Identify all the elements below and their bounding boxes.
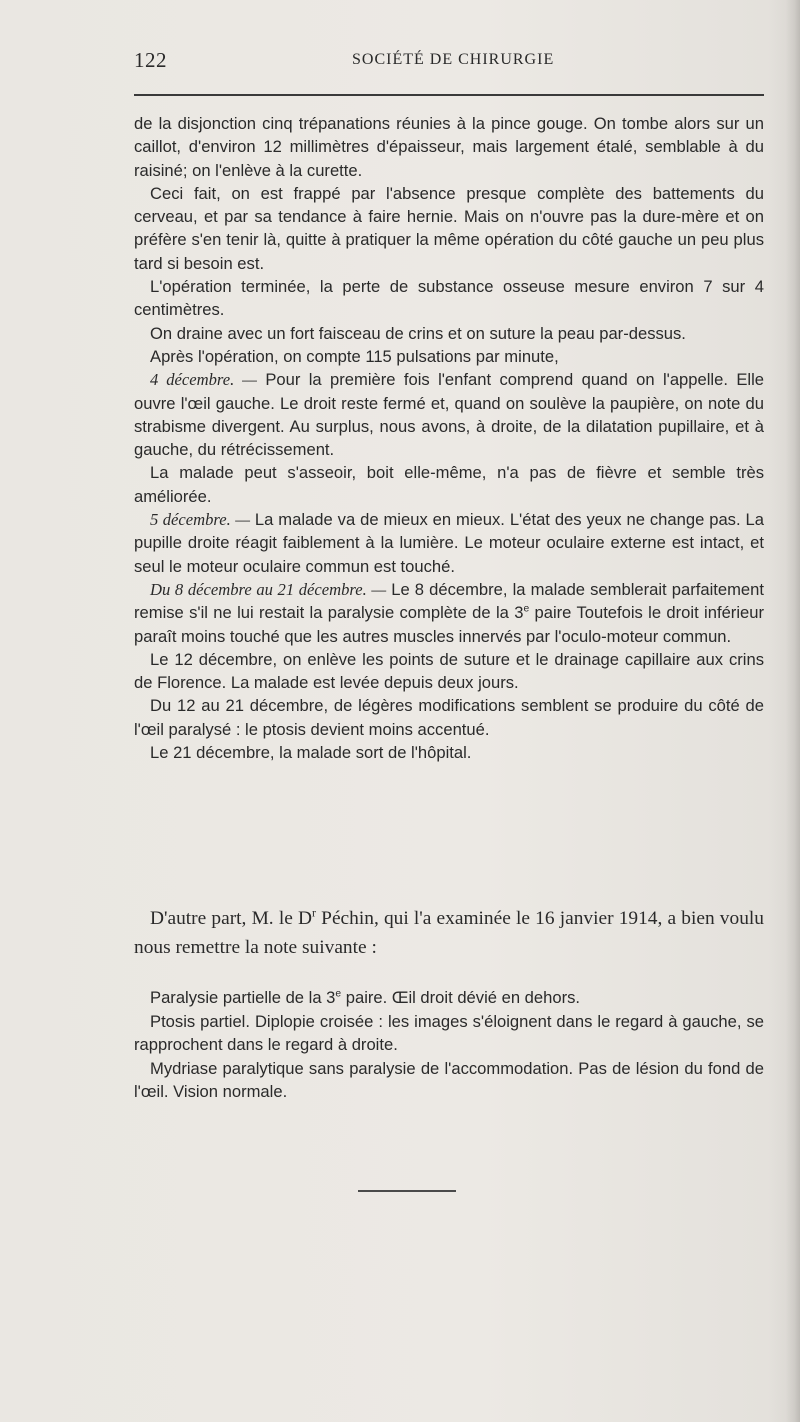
paragraph: de la disjonction cinq trépanations réunies à la pince gouge. On tombe alors sur un caillot, d'environ 12 millimètres d'épaisseur, mais largement étalé, semblable à du raisiné; on l'enlève à la curette. — [134, 114, 764, 180]
page-edge-shadow — [786, 0, 800, 1422]
lead-text: D'autre part, M. le D — [150, 908, 312, 929]
paragraph-text: Le 8 décembre, la malade semblerait parfaitement remise s'il ne lui restait la paralysie complète de la — [134, 579, 764, 623]
note-text: paire. Œil droit dévié en dehors. — [341, 988, 581, 1007]
ordinal: 3 — [514, 603, 524, 623]
paragraph — [134, 368, 764, 461]
note-sup: e — [335, 988, 342, 1000]
running-head: SOCIÉTÉ DE CHIRURGIE — [352, 51, 555, 68]
main-text — [134, 112, 764, 764]
ordinal-suffix: e — [523, 603, 530, 615]
paragraph-text: La malade va de mieux en mieux. L'état des yeux ne change pas. La pupille droite réagit faiblement à la lumière. Le moteur oculaire externe est intact, et seul le moteur oculaire commun est touché. — [134, 510, 764, 576]
note-text: Paralysie partielle de la 3 — [150, 988, 336, 1007]
doctor-note — [134, 986, 764, 1104]
paragraph: On draine avec un fort faisceau de crins et on suture la peau par-dessus. — [150, 323, 686, 343]
note-paragraph: Mydriase paralytique sans paralysie de l'accommodation. Pas de lésion du fond de l'œil. Vision normale. — [134, 1058, 764, 1102]
paragraph — [134, 578, 764, 648]
page-header — [134, 48, 764, 78]
paragraph: Ceci fait, on est frappé par l'absence presque complète des battements du cerveau, et par sa tendance à faire hernie. Mais on n'ouvre pas la dure-mère et on préfère s'en tenir là, quitte à pratiquer la même opération du côté gauche un peu plus tard si besoin est. — [134, 183, 764, 273]
paragraph: Du 12 au 21 décembre, de légères modifications semblent se produire du côté de l'œil paralysé : le ptosis devient moins accentué. — [134, 696, 764, 739]
paragraph — [134, 508, 764, 578]
header-rule — [134, 94, 764, 96]
note-paragraph — [134, 986, 764, 1010]
paragraph: Le 21 décembre, la malade sort de l'hôpital. — [150, 743, 472, 763]
lead-text: Péchin, qui l'a examinée le 16 janvier 1914, a bien voulu nous remettre la note suivante : — [134, 908, 764, 958]
date-label: Du 8 décembre au 21 décembre. — — [150, 579, 387, 599]
paragraph-text: Pour la première fois l'enfant comprend quand on l'appelle. Elle ouvre l'œil gauche. Le droit reste fermé et, quand on soulève la paupière, on note du strabisme divergent. Au surplus, nous avons, à droite, de la dilatation pupillaire, et à gauche, du rétrécissement. — [134, 370, 764, 460]
date-label: 4 décembre. — — [150, 370, 257, 390]
note-paragraph: Ptosis partiel. Diplopie croisée : les images s'éloignent dans le regard à gauche, se rapprochent dans le regard à droite. — [134, 1011, 764, 1055]
paragraph: La malade peut s'asseoir, boit elle-même, n'a pas de fièvre et semble très améliorée. — [134, 463, 764, 506]
paragraph: L'opération terminée, la perte de substance osseuse mesure environ 7 sur 4 centimètres. — [134, 277, 764, 320]
paragraph: Le 12 décembre, on enlève les points de suture et le drainage capillaire aux crins de Florence. La malade est levée depuis deux jours. — [134, 649, 764, 693]
page-number: 122 — [134, 48, 167, 72]
lead-sup: r — [311, 905, 316, 920]
end-rule — [358, 1190, 456, 1192]
date-label: 5 décembre. — — [150, 510, 250, 530]
paragraph: Après l'opération, on compte 115 pulsations par minute, — [150, 346, 559, 366]
paragraph-text: paire Toutefois le droit inférieur paraît moins touché que les autres muscles innervés par l'oculo-moteur commun. — [134, 603, 764, 646]
lead-paragraph — [134, 904, 764, 962]
